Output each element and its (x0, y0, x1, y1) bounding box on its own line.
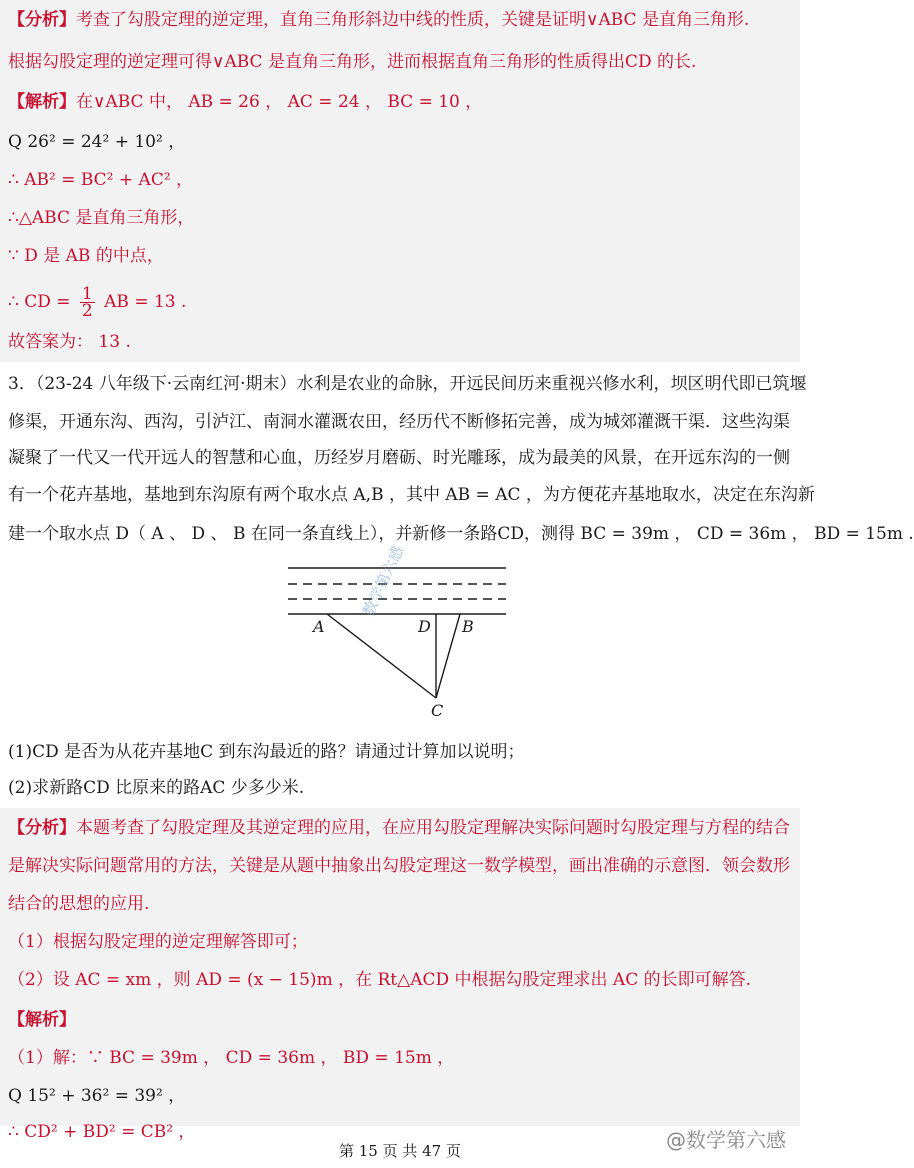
cd-formula-prefix: ∴ CD = (8, 292, 71, 312)
problem-text-5: 建一个取水点 D（ A 、 D 、 B 在同一条直线上），并新修一条路CD，测得 BC = 39m ， CD = 36m ， BD = 15m . (8, 524, 914, 544)
analysis-line-b3: 结合的思想的应用. (8, 894, 150, 914)
problem-text-1: 3．（23-24 八年级下·云南红河·期末）水利是农业的命脉，开远民间历来重视兴修水利，坝区明代即已筑堰 (8, 374, 807, 394)
solution-step-5 (8, 286, 186, 319)
label-c: C (431, 701, 444, 720)
question-1: (1)CD 是否为从花卉基地C 到东沟最近的路？请通过计算加以说明； (8, 742, 525, 762)
analysis-line-b (8, 816, 790, 840)
solution-text: 在∨ABC 中， AB = 26 ， AC = 24 ， BC = 10 ， (76, 92, 483, 112)
hint-1: （1）根据勾股定理的逆定理解答即可； (8, 932, 308, 952)
solution-tag: 【解析】 (8, 92, 76, 112)
label-b: B (462, 617, 474, 636)
watermark: @数学第六感 (666, 1128, 786, 1152)
problem-text-4: 有一个花卉基地，基地到东沟原有两个取水点 A,B ，其中 AB = AC ，为方便花卉基地取水，决定在东沟新 (8, 485, 815, 505)
label-a: A (313, 617, 325, 636)
problem-text-2: 修渠，开通东沟、西沟，引泸江、南洞水灌溉农田，经历代不断修拓完善，成为城郊灌溉干渠．这些沟渠 (8, 412, 790, 432)
analysis-line-b2: 是解决实际问题常用的方法，关键是从题中抽象出勾股定理这一数学模型，画出准确的示意图．领会数形 (8, 856, 790, 876)
hint-2: （2）设 AC = xm ，则 AD = (x − 15)m ，在 Rt△ACD 中根据勾股定理求出 AC 的长即可解答. (8, 970, 752, 990)
fraction-denominator: 2 (81, 301, 93, 321)
solution-b-step-1: （1）解：∵ BC = 39m ， CD = 36m ， BD = 15m ， (8, 1048, 455, 1068)
analysis-line (8, 8, 749, 32)
cd-formula-suffix: AB = 13 . (104, 292, 187, 312)
solution-line-b (8, 1008, 76, 1032)
analysis-tag: 【分析】 (8, 10, 76, 30)
segment-bc (436, 614, 460, 698)
fraction-numerator: 1 (81, 284, 93, 304)
analysis-tag-b: 【分析】 (8, 818, 76, 838)
page-number: 第 15 页 共 47 页 (338, 1142, 461, 1160)
solution-step-1: Q 26² = 24² + 10² ， (8, 132, 186, 152)
fraction (80, 286, 95, 319)
problem-text-3: 凝聚了一代又一代开远人的智慧和心血，历经岁月磨砺、时光雕琢，成为最美的风景，在开远东沟的一侧 (8, 448, 790, 468)
solution-b-step-2: Q 15² + 36² = 39² ， (8, 1086, 186, 1106)
analysis-text: 考查了勾股定理的逆定理，直角三角形斜边中线的性质，关键是证明∨ABC 是直角三角形. (76, 10, 750, 30)
solution-step-3: ∴△ABC 是直角三角形， (8, 208, 195, 228)
stamp-text: 数学第六感 (359, 543, 408, 619)
question-2: (2)求新路CD 比原来的路AC 少多少米. (8, 778, 305, 798)
solution-step-2: ∴ AB² = BC² + AC² ， (8, 170, 194, 190)
answer-line: 故答案为： 13 . (8, 332, 131, 352)
ditch-diagram (280, 543, 520, 725)
label-d: D (418, 617, 431, 636)
analysis-text-b: 本题考查了勾股定理及其逆定理的应用，在应用勾股定理解决实际问题时勾股定理与方程的结合 (76, 818, 790, 838)
analysis-line-2: 根据勾股定理的逆定理可得∨ABC 是直角三角形，进而根据直角三角形的性质得出CD 的长. (8, 52, 697, 72)
solution-b-step-3: ∴ CD² + BD² = CB² ， (8, 1122, 196, 1142)
solution-tag-b: 【解析】 (8, 1010, 76, 1030)
solution-step-4: ∵ D 是 AB 的中点， (8, 246, 164, 266)
solution-line (8, 90, 482, 114)
